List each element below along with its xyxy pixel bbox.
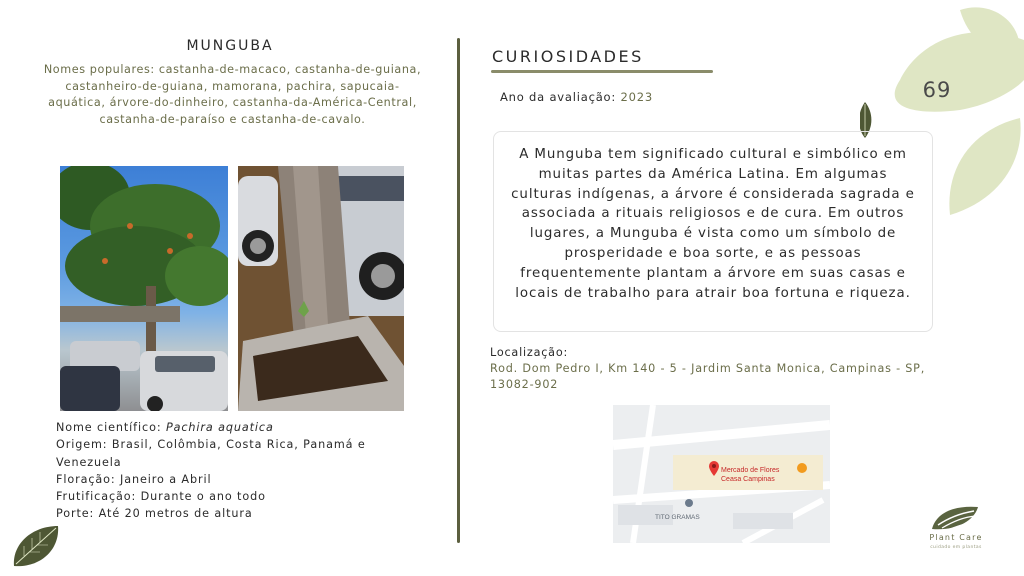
- location-address: Rod. Dom Pedro I, Km 140 - 5 - Jardim Santa Monica, Campinas - SP, 13082-902: [490, 362, 926, 391]
- flowering-line: Floração: Janeiro a Abril: [56, 472, 212, 486]
- curiosities-title: CURIOSIDADES: [492, 47, 644, 66]
- brand-tagline: cuidado em plantas: [930, 545, 982, 550]
- food-pin-icon: [797, 463, 807, 473]
- evaluation-year: [500, 90, 653, 104]
- map-place-line2: Ceasa Campinas: [721, 476, 775, 483]
- brand-name: Plant Care: [929, 533, 983, 542]
- map-poi-label: TITO GRAMAS: [655, 514, 700, 521]
- column-divider: [457, 38, 460, 543]
- lower-leaf-icon: [949, 118, 1020, 215]
- poi-pin-icon: [685, 499, 693, 507]
- plant-details: [56, 419, 406, 523]
- year-value: 2023: [620, 90, 653, 104]
- location-map[interactable]: [613, 405, 830, 543]
- popular-names: Nomes populares: castanha-de-macaco, castanha-de-guiana, castanheiro-de-guiana, mamorana, pachira, sapucaia-aquática, árvore-do-dinheiro, castanha-da-América-Central, castanha-de-paraíso e castanha-de-cavalo.: [43, 63, 422, 126]
- curiosity-text: A Munguba tem significado cultural e simbólico em muitas partes da América Latina. Em algumas culturas indígenas, a árvore é considerada sagrada e associada a rituais religiosos e de cura. Em outros lugares, a Munguba é vista como um símbolo de prosperidade e boa sorte, e as pessoas frequentemente plantam a árvore em suas casas e locais de trabalho para atrair boa fortuna e riqueza.: [511, 147, 915, 301]
- location-label: Localização:: [490, 346, 569, 359]
- size-line: Porte: Até 20 metros de altura: [56, 507, 253, 521]
- tree-trunk-photo: [238, 166, 404, 411]
- title-underline: [491, 70, 713, 73]
- map-place-line1: Mercado de Flores: [721, 467, 780, 474]
- scientific-name: Pachira aquatica: [165, 421, 274, 434]
- page-number: 69: [922, 78, 952, 102]
- curiosity-box: [493, 131, 933, 332]
- brand-logo-icon: [930, 503, 982, 531]
- origin-line: Origem: Brasil, Colômbia, Costa Rica, Panamá e Venezuela: [56, 438, 366, 469]
- fruiting-line: Frutificação: Durante o ano todo: [56, 490, 266, 504]
- leaf-bottom-left-icon: [10, 522, 62, 570]
- year-label: Ano da avaliação:: [500, 90, 621, 104]
- scientific-name-line: [56, 419, 406, 436]
- tree-canopy-photo: [60, 166, 228, 411]
- plant-title: MUNGUBA: [186, 38, 274, 54]
- scientific-label: Nome científico:: [56, 421, 166, 434]
